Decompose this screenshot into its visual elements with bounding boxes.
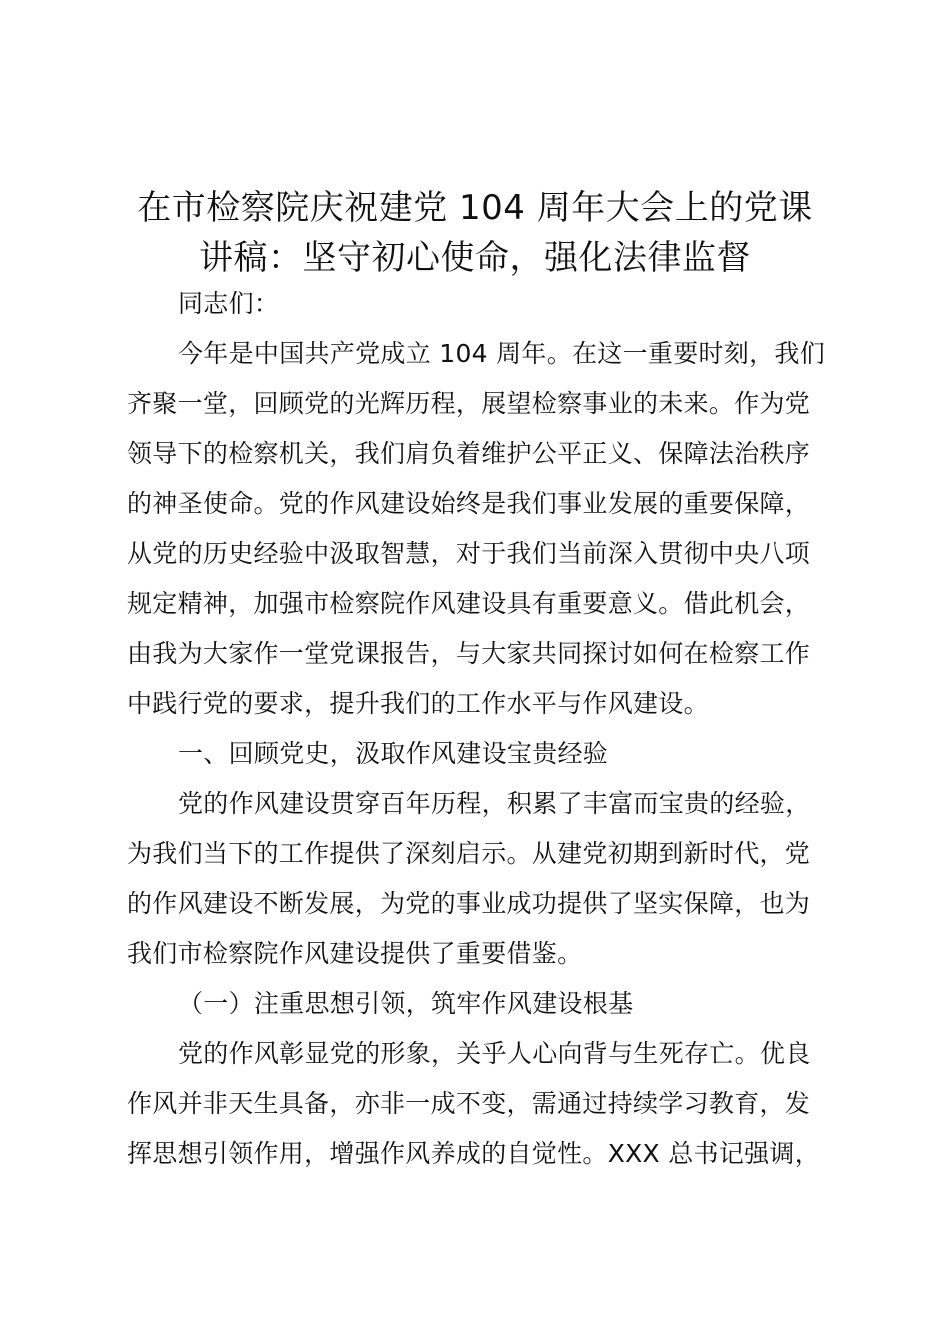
body-line: 党的作风彰显党的形象，关乎人心向背与生死存亡。优良 <box>178 1039 811 1068</box>
body-line: 作风并非天生具备，亦非一成不变，需通过持续学习教育，发 <box>127 1089 811 1118</box>
body-line: 我们市检察院作风建设提供了重要借鉴。 <box>127 939 583 968</box>
section-heading: 一、回顾党史，汲取作风建设宝贵经验 <box>178 739 609 768</box>
document-title-line-1: 在市检察院庆祝建党 104 周年大会上的党课 <box>137 188 813 228</box>
body-line: 规定精神，加强市检察院作风建设具有重要意义。借此机会， <box>127 589 811 618</box>
body-line: 今年是中国共产党成立 104 周年。在这一重要时刻，我们 <box>178 339 826 368</box>
body-line: 的神圣使命。党的作风建设始终是我们事业发展的重要保障， <box>127 489 811 518</box>
salutation: 同志们： <box>178 289 280 318</box>
body-line: 中践行党的要求，提升我们的工作水平与作风建设。 <box>127 689 709 718</box>
body-line: 挥思想引领作用，增强作风养成的自觉性。XXX 总书记强调， <box>127 1139 821 1168</box>
body-line: 为我们当下的工作提供了深刻启示。从建党初期到新时代，党 <box>127 839 811 868</box>
body-line: 的作风建设不断发展，为党的事业成功提供了坚实保障，也为 <box>127 889 811 918</box>
subsection-heading: （一）注重思想引领，筑牢作风建设根基 <box>178 989 634 1018</box>
body-line: 领导下的检察机关，我们肩负着维护公平正义、保障法治秩序 <box>127 439 811 468</box>
body-line: 党的作风建设贯穿百年历程，积累了丰富而宝贵的经验， <box>178 789 811 818</box>
document-title-line-2: 讲稿：坚守初心使命，强化法律监督 <box>199 238 751 278</box>
body-line: 由我为大家作一堂党课报告，与大家共同探讨如何在检察工作 <box>127 639 811 668</box>
body-line: 齐聚一堂，回顾党的光辉历程，展望检察事业的未来。作为党 <box>127 389 811 418</box>
body-line: 从党的历史经验中汲取智慧，对于我们当前深入贯彻中央八项 <box>127 539 811 568</box>
